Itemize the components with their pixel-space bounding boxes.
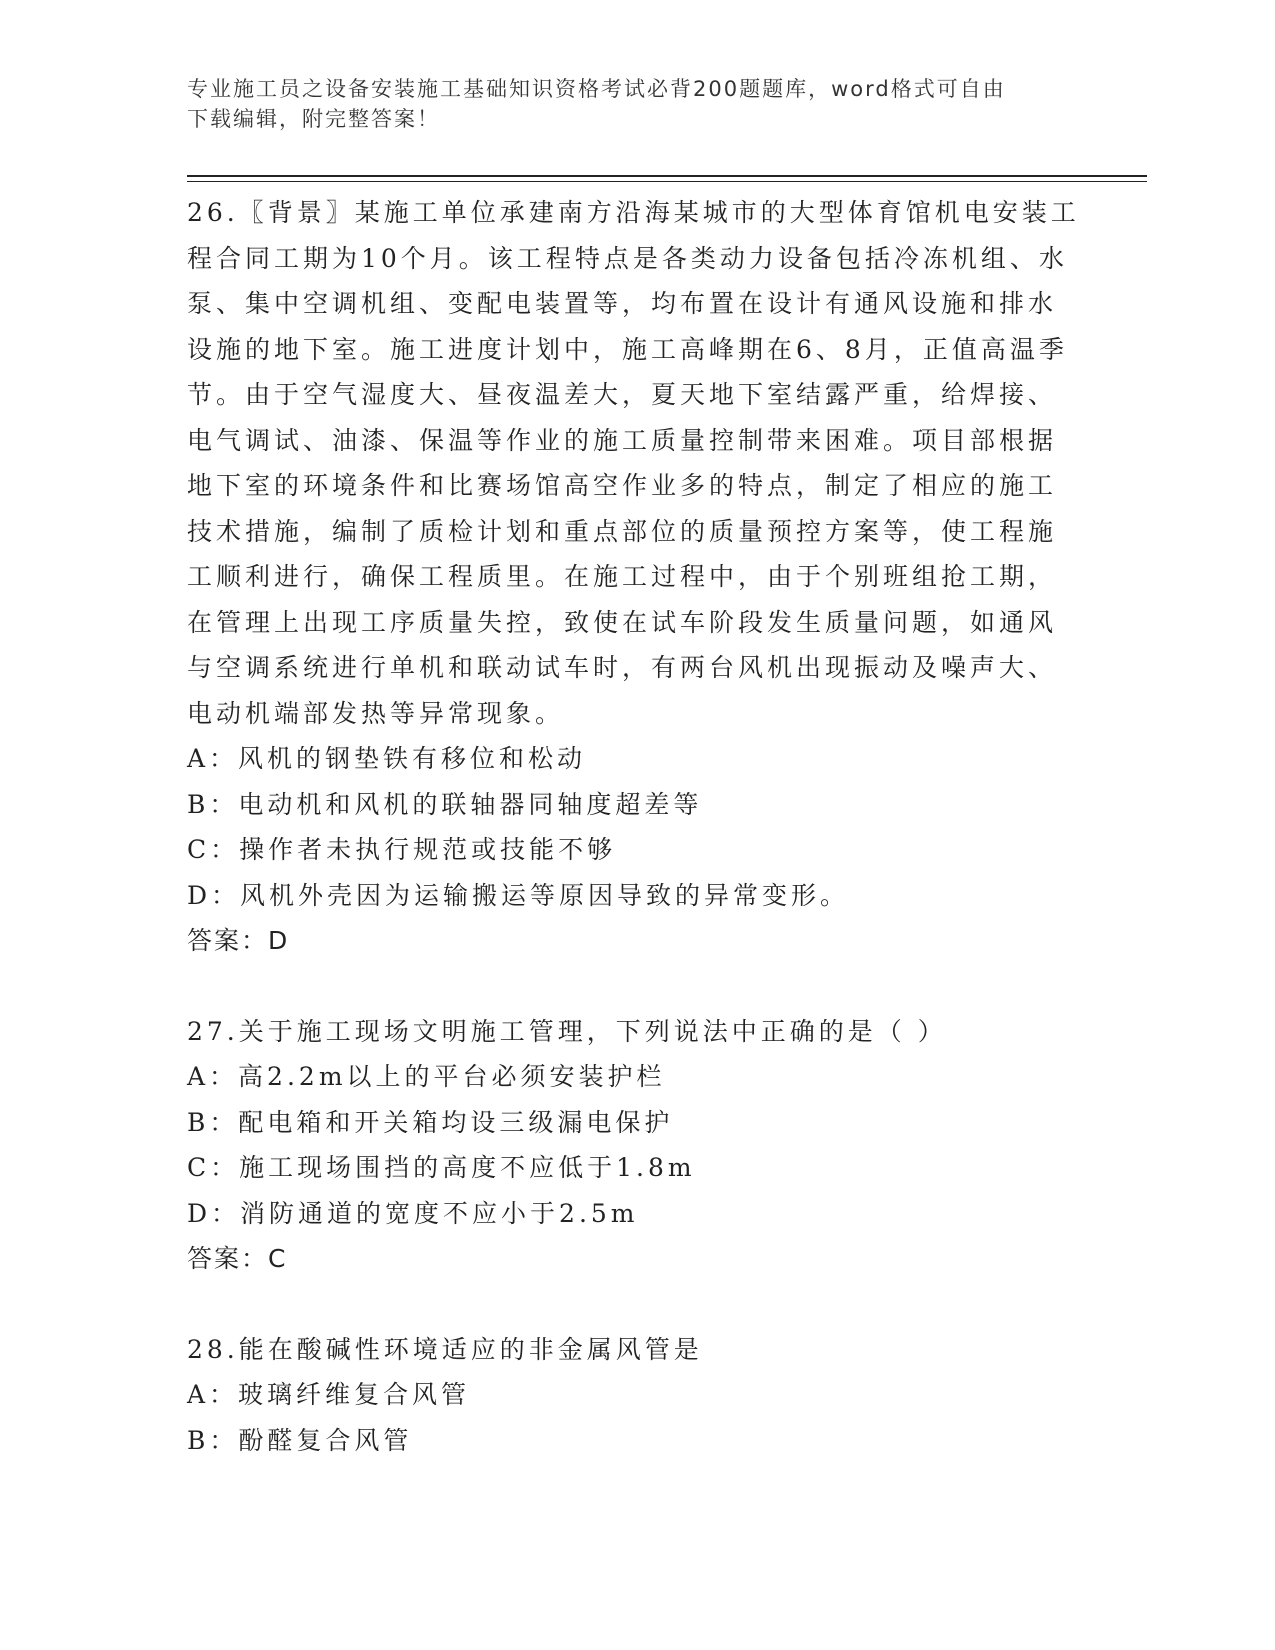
option-c: C：施工现场围挡的高度不应低于1.8m bbox=[187, 1153, 696, 1182]
question-26 bbox=[187, 190, 1087, 964]
option-b: B：配电箱和开关箱均设三级漏电保护 bbox=[187, 1107, 674, 1137]
question-stem: 27.关于施工现场文明施工管理，下列说法中正确的是（ ） bbox=[187, 1016, 947, 1046]
question-spacer bbox=[187, 1282, 1087, 1327]
option-b: B：酚醛复合风管 bbox=[187, 1425, 413, 1455]
question-28 bbox=[187, 1327, 1087, 1464]
question-stem: 26.〖背景〗某施工单位承建南方沿海某城市的大型体育馆机电安装工 程合同工期为10个月。该工程特点是各类动力设备包括冷冻机组、水 泵、集中空调机组、变配电装置等，均布置在设计有通风设施和排水 设施的地下室。施工进度计划中，施工高峰期在6、8月，正值高温季 节。由于空气湿度大、昼夜温差大，夏天地下室结露严重，给焊接、 电气调试、油漆、保温等作业的施工质量控制带来困难。项目部根据 地下室的环境条件和比赛场馆高空作业多的特点，制定了相应的施工 技术措施，编制了质检计划和重点部位的质量预控方案等，使工程施 工顺利进行，确保工程质里。在施工过程中，由于个别班组抢工期， 在管理上出现工序质量失控，致使在试车阶段发生质量问题，如通风 与空调系统进行单机和联动试车时，有两台风机出现振动及噪声大、 电动机端部发热等异常现象。 bbox=[187, 198, 1080, 728]
option-a: A：玻璃纤维复合风管 bbox=[187, 1380, 471, 1409]
answer-label: 答案：D bbox=[187, 926, 290, 955]
document-header: 专业施工员之设备安装施工基础知识资格考试必背200题题库，word格式可自由 下载编辑，附完整答案！ bbox=[187, 77, 1006, 131]
question-spacer bbox=[187, 964, 1087, 1009]
option-d: D：风机外壳因为运输搬运等原因导致的异常变形。 bbox=[187, 880, 850, 910]
question-list bbox=[187, 190, 1087, 1463]
option-b: B：电动机和风机的联轴器同轴度超差等 bbox=[187, 789, 703, 819]
option-c: C：操作者未执行规范或技能不够 bbox=[187, 835, 617, 864]
header-rule-thick bbox=[187, 175, 1147, 177]
option-a: A：高2.2m以上的平台必须安装护栏 bbox=[187, 1062, 666, 1091]
option-d: D：消防通道的宽度不应小于2.5m bbox=[187, 1198, 639, 1228]
header-rule-thin bbox=[187, 181, 1147, 182]
question-27 bbox=[187, 1009, 1087, 1282]
option-a: A：风机的钢垫铁有移位和松动 bbox=[187, 744, 587, 773]
question-stem: 28.能在酸碱性环境适应的非金属风管是 bbox=[187, 1334, 703, 1364]
answer-label: 答案：C bbox=[187, 1244, 288, 1273]
